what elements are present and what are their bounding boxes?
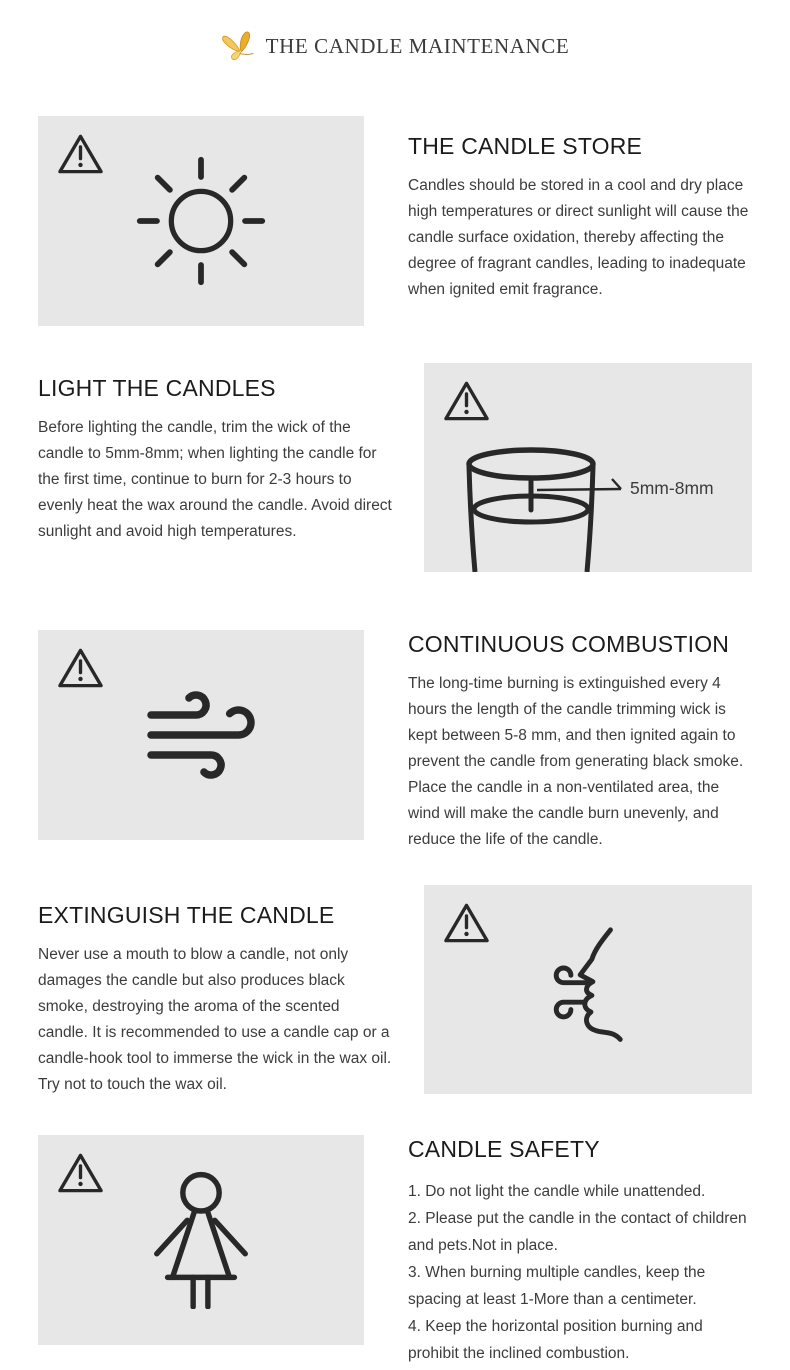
wind-icon bbox=[38, 630, 364, 840]
candle-store-text bbox=[408, 116, 752, 326]
sun-icon bbox=[38, 116, 364, 326]
extinguish-candle-illustration bbox=[424, 885, 752, 1094]
section-body: Candles should be stored in a cool and dry place high temperatures or direct sunlight will cause the candle surface oxidation, thereby affecting the degree of fragrant candles, leading to inadequate when ignited emit fragrance. bbox=[408, 177, 749, 298]
safety-rule-1: 1. Do not light the candle while unattended. bbox=[408, 1183, 706, 1200]
section-candle-safety bbox=[38, 1135, 752, 1367]
continuous-combustion-text bbox=[408, 630, 752, 853]
page-title: THE CANDLE MAINTENANCE bbox=[265, 33, 570, 58]
safety-rule-4: 4. Keep the horizontal position burning and prohibit the inclined combustion. bbox=[408, 1318, 703, 1362]
section-extinguish-candle bbox=[38, 885, 752, 1098]
butterfly-icon bbox=[218, 27, 258, 66]
candle-jar-wick-icon bbox=[424, 363, 752, 572]
section-title: THE CANDLE STORE bbox=[408, 133, 643, 159]
section-title: CANDLE SAFETY bbox=[408, 1136, 600, 1162]
section-body: Before lighting the candle, trim the wick of the candle to 5mm-8mm; when lighting the candle for the first time, continue to burn for 2-3 hours to evenly heat the wax around the candle. Avoid direct sunlight and avoid high temperatures. bbox=[38, 419, 392, 540]
candle-safety-text bbox=[408, 1135, 752, 1367]
extinguish-candle-text bbox=[38, 885, 392, 1098]
safety-rule-2: 2. Please put the candle in the contact of children and pets.Not in place. bbox=[408, 1210, 747, 1254]
page-header bbox=[38, 30, 752, 62]
section-title: LIGHT THE CANDLES bbox=[38, 375, 276, 401]
section-light-candles bbox=[38, 363, 752, 572]
section-candle-store bbox=[38, 116, 752, 326]
light-candles-text bbox=[38, 363, 392, 572]
section-title: CONTINUOUS COMBUSTION bbox=[408, 631, 730, 657]
safety-rule-3: 3. When burning multiple candles, keep the spacing at least 1-More than a centimeter. bbox=[408, 1264, 706, 1308]
candle-store-illustration bbox=[38, 116, 364, 326]
light-candles-illustration bbox=[424, 363, 752, 572]
blowing-face-icon bbox=[424, 885, 752, 1094]
section-continuous-combustion bbox=[38, 630, 752, 853]
section-body: Never use a mouth to blow a candle, not only damages the candle but also produces black smoke, destroying the aroma of the scented candle. It is recommended to use a candle cap or a candle-hook tool to immerse the wick in the wax oil. Try not to touch the wax oil. bbox=[38, 946, 392, 1093]
child-icon bbox=[38, 1135, 364, 1345]
wick-length-annotation: 5mm-8mm bbox=[630, 478, 714, 498]
candle-safety-illustration bbox=[38, 1135, 364, 1345]
section-body: The long-time burning is extinguished every 4 hours the length of the candle trimming wick is kept between 5-8 mm, and then ignited again to prevent the candle from generating black smoke. Place the candle in a non-ventilated area, the wind will make the candle burn unevenly, and reduce the life of the candle. bbox=[408, 675, 744, 848]
section-title: EXTINGUISH THE CANDLE bbox=[38, 902, 335, 928]
continuous-combustion-illustration bbox=[38, 630, 364, 840]
